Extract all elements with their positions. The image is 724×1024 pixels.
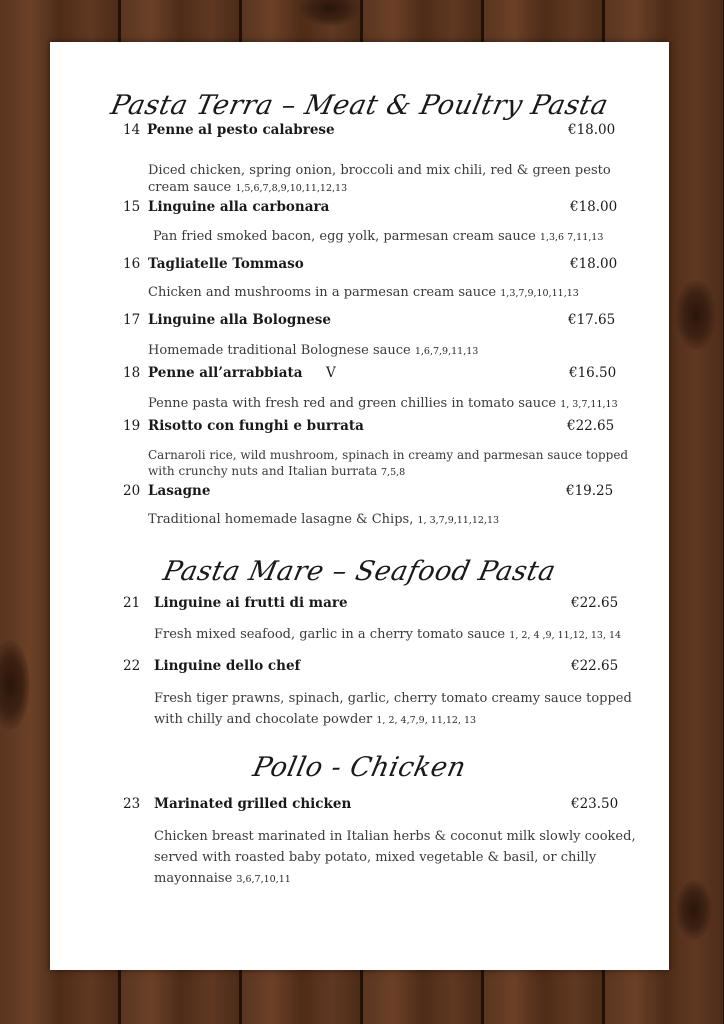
item-description: Chicken breast marinated in Italian herbs & coconut milk slowly cooked, served with roasted baby potato, mixed vegetable & basil, or chilly mayonnaise 3,6,7,10,11 [154, 829, 636, 886]
item-description: Fresh mixed seafood, garlic in a cherry tomato sauce 1, 2, 4 ,9, 11,12, 13, 14 [154, 627, 622, 642]
item-number: 19 [123, 418, 141, 434]
item-name: Marinated grilled chicken [154, 796, 352, 812]
item-description: Penne pasta with fresh red and green chillies in tomato sauce 1, 3,7,11,13 [148, 396, 618, 411]
item-name: Penne al pesto calabrese [147, 122, 335, 138]
item-price: €22.65 [571, 595, 619, 611]
item-price: €18.00 [570, 256, 618, 272]
wood-knot [676, 880, 712, 940]
item-number: 17 [123, 312, 141, 328]
item-price: €22.65 [571, 658, 619, 674]
item-number: 18 [123, 365, 141, 381]
item-description: Chicken and mushrooms in a parmesan cream sauce 1,3,7,9,10,11,13 [148, 285, 579, 300]
item-name: Tagliatelle Tommaso [148, 256, 304, 272]
item-number: 16 [123, 256, 141, 272]
allergen-codes: 1,5,6,7,8,9,10,11,12,13 [235, 183, 348, 194]
item-price: €16.50 [569, 365, 617, 381]
allergen-codes: 1, 3,7,9,11,12,13 [417, 515, 500, 526]
item-name: Linguine ai frutti di mare [154, 595, 348, 611]
menu-page [50, 42, 669, 970]
item-price: €17.65 [568, 312, 616, 328]
section-title-pollo: Pollo - Chicken [250, 752, 469, 783]
item-description: Pan fried smoked bacon, egg yolk, parmesan cream sauce 1,3,6 7,11,13 [153, 229, 604, 244]
wood-knot [300, 0, 360, 26]
allergen-codes: 1, 2, 4,7,9, 11,12, 13 [376, 715, 477, 726]
item-description: Fresh tiger prawns, spinach, garlic, cherry tomato creamy sauce topped with chilly and chocolate powder 1, 2, 4,7,9, 11,12, 13 [154, 691, 632, 727]
item-price: €23.50 [571, 796, 619, 812]
allergen-codes: 1,3,6 7,11,13 [539, 232, 604, 243]
item-description: Diced chicken, spring onion, broccoli and mix chili, red & green pesto cream sauce 1,5,6,7,8,9,10,11,12,13 [148, 163, 611, 195]
item-price: €19.25 [566, 483, 614, 499]
allergen-codes: 7,5,8 [381, 467, 406, 478]
allergen-codes: 3,6,7,10,11 [236, 874, 291, 885]
item-price: €22.65 [567, 418, 615, 434]
section-title-pasta-mare: Pasta Mare – Seafood Pasta [160, 556, 559, 587]
wood-knot [676, 280, 716, 350]
item-name: Penne all’arrabbiata [148, 365, 303, 381]
allergen-codes: 1, 3,7,11,13 [560, 399, 618, 410]
item-number: 21 [123, 595, 141, 611]
item-description: Homemade traditional Bolognese sauce 1,6,7,9,11,13 [148, 343, 479, 358]
item-number: 14 [123, 122, 141, 138]
item-name: Linguine alla carbonara [148, 199, 330, 215]
item-name: Linguine dello chef [154, 658, 301, 674]
vegetarian-badge: V [326, 365, 336, 381]
item-name: Lasagne [148, 483, 211, 499]
allergen-codes: 1, 2, 4 ,9, 11,12, 13, 14 [509, 630, 622, 641]
allergen-codes: 1,3,7,9,10,11,13 [500, 288, 579, 299]
section-title-pasta-terra: Pasta Terra – Meat & Poultry Pasta [107, 90, 612, 121]
item-number: 15 [123, 199, 141, 215]
item-number: 23 [123, 796, 141, 812]
item-number: 22 [123, 658, 141, 674]
item-price: €18.00 [570, 199, 618, 215]
item-description: Traditional homemade lasagne & Chips, 1, 3,7,9,11,12,13 [148, 512, 500, 527]
allergen-codes: 1,6,7,9,11,13 [414, 346, 479, 357]
item-number: 20 [123, 483, 141, 499]
wood-knot [0, 640, 30, 730]
item-description: Carnaroli rice, wild mushroom, spinach in creamy and parmesan sauce topped with crunchy nuts and Italian burrata 7,5,8 [148, 448, 629, 478]
item-name: Risotto con funghi e burrata [148, 418, 364, 434]
item-price: €18.00 [568, 122, 616, 138]
item-name: Linguine alla Bolognese [148, 312, 331, 328]
